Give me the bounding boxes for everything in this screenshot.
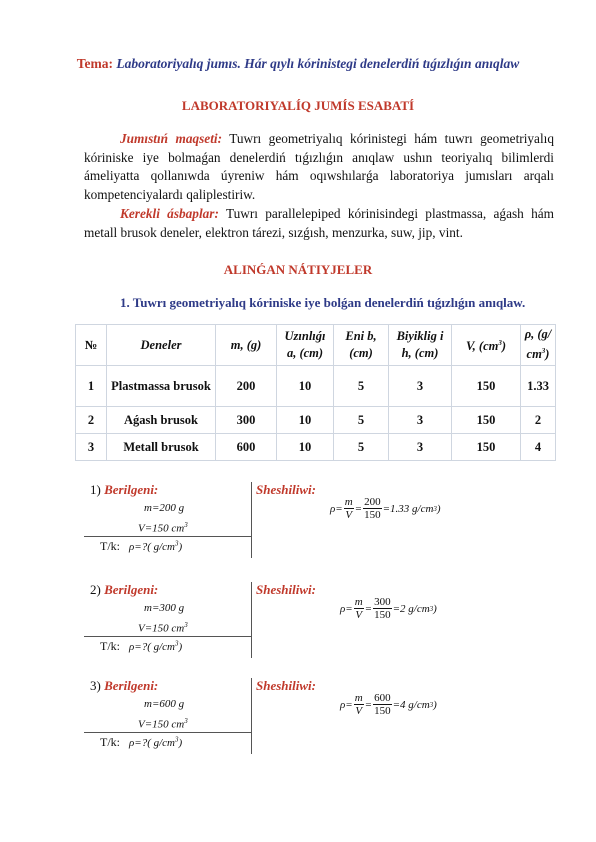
topic-line (0, 56, 596, 72)
solution-label: Sheshiliwi: (256, 482, 316, 497)
col-no: № (76, 325, 107, 366)
divider-line (251, 678, 252, 754)
topic-label: Tema: (76, 56, 114, 71)
solution-formula: ρ= $\frac{m}{V}$ = $\frac{200}{150}$ =1.33 g/cm 3 ) (330, 496, 441, 521)
given-label: Berilgeni: (104, 482, 159, 497)
cell: 3 (389, 366, 452, 407)
divider-line (84, 636, 251, 637)
table-header-row (76, 325, 556, 366)
aim-text: Tuwrı geometriyalıq kórinistegi hám tuwrı geometriyalıq kóriniske iye bolmaǵan denelerdiń tıǵızlıǵın anıqlaw ushın teoriyalıq bilimlerdi ámeliyatta qollanıwda úyreniw hám oqıwshılarǵa laboratoriya jumısları arqalı kompetenciyalardı qaliplestiriw. (84, 131, 554, 203)
col-width: Eni b, (cm) (334, 325, 389, 366)
given-values: m=600 g V=150 $cm^3$ (138, 696, 228, 734)
cell: 2 (521, 407, 556, 434)
problem-3 (84, 678, 554, 758)
cell: 4 (521, 434, 556, 461)
cell: 5 (334, 366, 389, 407)
cell: 10 (277, 407, 334, 434)
given-label: Berilgeni: (104, 582, 159, 597)
problem-2 (84, 582, 554, 662)
table-row (76, 434, 556, 461)
problem-number: 2) (90, 582, 101, 597)
col-density: ρ, (g/ $cm^3$) (521, 325, 556, 366)
given-volume: V=150 cm (138, 718, 185, 731)
divider-line (251, 482, 252, 558)
report-heading: LABORATORIYALÍQ JUMÍS ESABATÍ (181, 98, 415, 113)
solution-label: Sheshiliwi: (256, 582, 316, 597)
cell: 5 (334, 407, 389, 434)
cell: 200 (216, 366, 277, 407)
find-line: T/k: ρ=?( $g/cm^3$) (100, 539, 183, 553)
cell: 3 (389, 434, 452, 461)
aim-paragraph (84, 130, 554, 205)
cell: Aǵash brusok (107, 407, 216, 434)
cell: 5 (334, 434, 389, 461)
problem-1 (84, 482, 554, 562)
divider-line (251, 582, 252, 658)
col-length: Uzınlıǵı a, (cm) (277, 325, 334, 366)
given-mass: m=300 g (144, 602, 185, 614)
topic-title: Laboratoriyalıq jumıs. Hár qıylı kórinistegi denelerdiń tıǵızlıǵın anıqlaw (116, 56, 520, 71)
given-values: m=300 g V=150 $cm^3$ (138, 600, 228, 638)
cell: 300 (216, 407, 277, 434)
results-table (75, 324, 556, 461)
divider-line (84, 536, 251, 537)
col-volume: V, $(cm^3)$ (452, 325, 521, 366)
solution-formula: ρ= $\frac{m}{V}$ = $\frac{600}{150}$ =4 g/cm 3 ) (340, 692, 437, 717)
cell: Metall brusok (107, 434, 216, 461)
given-volume: V=150 cm (138, 622, 185, 635)
cell: 3 (76, 434, 107, 461)
aim-label: Jumıstıń maqseti: (120, 131, 223, 146)
col-body: Deneler (107, 325, 216, 366)
cell: 2 (76, 407, 107, 434)
tools-label: Kerekli ásbaplar: (120, 206, 219, 221)
cell: Plastmassa brusok (107, 366, 216, 407)
cell: 3 (389, 407, 452, 434)
cell: 10 (277, 434, 334, 461)
find-line: T/k: ρ=?( $g/cm^3$) (100, 639, 183, 653)
cell: 600 (216, 434, 277, 461)
results-heading: ALINǴAN NÁTIYJELER (223, 262, 373, 277)
tools-paragraph (84, 205, 554, 242)
divider-line (84, 732, 251, 733)
table-row (76, 366, 556, 407)
given-volume: V=150 cm (138, 522, 185, 535)
given-mass: m=200 g (144, 502, 185, 514)
cell: 1 (76, 366, 107, 407)
cell: 10 (277, 366, 334, 407)
problem-number: 1) (90, 482, 101, 497)
solution-label: Sheshiliwi: (256, 678, 316, 693)
solution-formula: ρ= $\frac{m}{V}$ = $\frac{300}{150}$ =2 g/cm 3 ) (340, 596, 437, 621)
section-title: 1. Tuwrı geometriyalıq kóriniske iye bolǵan denelerdiń tıǵızlıǵın anıqlaw. (120, 295, 526, 310)
col-height: Biyiklig i h, (cm) (389, 325, 452, 366)
problem-number: 3) (90, 678, 101, 693)
col-mass: m, (g) (216, 325, 277, 366)
cell: 150 (452, 434, 521, 461)
cell: 1.33 (521, 366, 556, 407)
tools-text: Tuwrı parallelepiped kórinisindegi plastmassa, aǵash hám metall brusok deneler, elektron tárezi, sızǵısh, menzurka, suw, jip, vint. (84, 206, 554, 240)
cell: 150 (452, 366, 521, 407)
find-line: T/k: ρ=?( $g/cm^3$) (100, 735, 183, 749)
given-values: m=200 g V=150 $cm^3$ (138, 500, 228, 538)
given-label: Berilgeni: (104, 678, 159, 693)
table-row (76, 407, 556, 434)
cell: 150 (452, 407, 521, 434)
given-mass: m=600 g (144, 698, 185, 710)
